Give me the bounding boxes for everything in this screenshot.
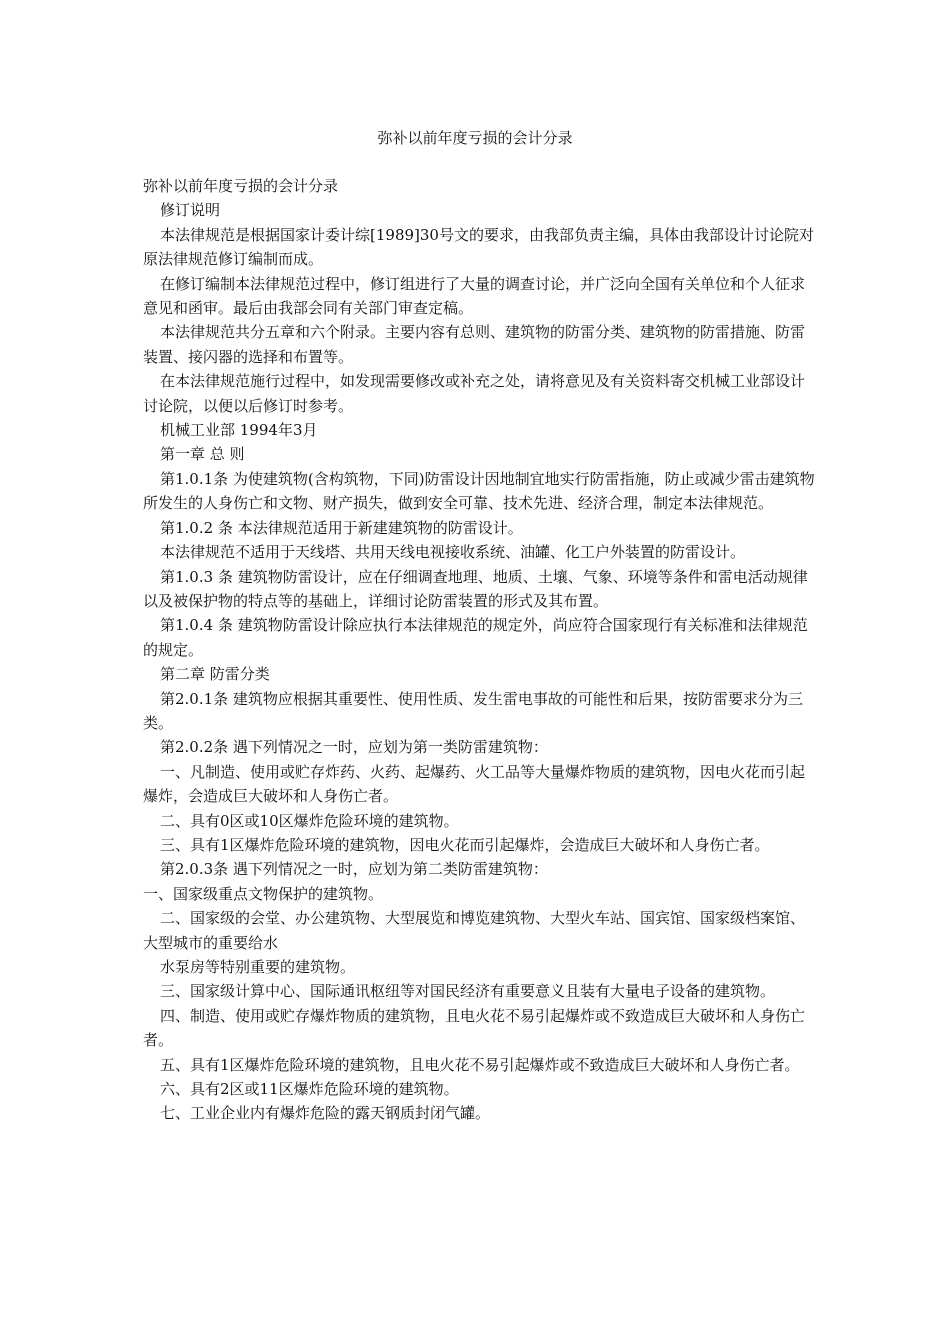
- list-item: 三、国家级计算中心、国际通讯枢纽等对国民经济有重要意义且装有大量电子设备的建筑物。: [160, 982, 776, 1001]
- article: 第1.0.4 条 建筑物防雷设计除应执行本法律规范的规定外，尚应符合国家现行有关标准和法律规范的规定。: [143, 616, 808, 659]
- article: 第1.0.1条 为使建筑物(含构筑物，下同)防雷设计因地制宜地实行防雷指施，防止或减少雷击建筑物所发生的人身伤亡和文物、财产损失，做到安全可靠、技术先进、经济合理，制定本法律规范。: [143, 469, 815, 513]
- list-item: 七、工业企业内有爆炸危险的露天钢质封闭气罐。: [160, 1104, 491, 1123]
- section-heading: 修订说明: [160, 201, 221, 220]
- article: 第2.0.3条 遇下列情况之一时，应划为第二类防雷建筑物：: [160, 860, 548, 879]
- chapter-heading: 第一章 总 则: [160, 445, 245, 464]
- signature-line: 机械工业部 1994年3月: [160, 421, 318, 440]
- chapter-heading: 第二章 防雷分类: [160, 665, 270, 684]
- list-item: 二、具有0区或10区爆炸危险环境的建筑物。: [160, 811, 459, 830]
- list-item: 五、具有1区爆炸危险环境的建筑物，且电火花不易引起爆炸或不致造成巨大破坏和人身伤亡者。: [160, 1055, 800, 1074]
- list-item: 二、国家级的会堂、办公建筑物、大型展览和博览建筑物、大型火车站、国宾馆、国家级档案馆、大型城市的重要给水: [143, 909, 806, 952]
- paragraph: 本法律规范不适用于天线塔、共用天线电视接收系统、油罐、化工户外装置的防雷设计。: [160, 543, 746, 562]
- list-item: 三、具有1区爆炸危险环境的建筑物，因电火花而引起爆炸，会造成巨大破坏和人身伤亡者。: [160, 835, 770, 854]
- list-item: 一、国家级重点文物保护的建筑物。: [143, 884, 384, 903]
- paragraph: 在修订编制本法律规范过程中，修订组进行了大量的调查讨论，并广泛向全国有关单位和个人征求意见和函审。最后由我部会同有关部门审查定稿。: [143, 274, 806, 318]
- article: 第2.0.2条 遇下列情况之一时，应划为第一类防雷建筑物：: [160, 738, 548, 757]
- article: 第1.0.3 条 建筑物防雷设计，应在仔细调查地理、地质、土壤、气象、环境等条件和雷电活动规律以及被保护物的特点等的基础上，详细讨论防雷装置的形式及其布置。: [143, 567, 808, 610]
- list-item-continuation: 水泵房等特别重要的建筑物。: [160, 958, 356, 976]
- article: 第1.0.2 条 本法律规范适用于新建建筑物的防雷设计。: [160, 518, 523, 537]
- paragraph: 在本法律规范施行过程中，如发现需要修改或补充之处，请将意见及有关资料寄交机械工业部设计讨论院，以便以后修订时参考。: [143, 372, 806, 415]
- list-item: 一、凡制造、使用或贮存炸药、火药、起爆药、火工品等大量爆炸物质的建筑物，因电火花而引起爆炸，会造成巨大破坏和人身伤亡者。: [143, 762, 806, 806]
- list-item: 四、制造、使用或贮存爆炸物质的建筑物，且电火花不易引起爆炸或不致造成巨大破坏和人身伤亡者。: [143, 1006, 806, 1050]
- paragraph: 本法律规范是根据国家计委计综[1989]30号文的要求，由我部负责主编，具体由我部设计讨论院对原法律规范修订编制而成。: [143, 225, 814, 269]
- list-item: 六、具有2区或11区爆炸危险环境的建筑物。: [160, 1080, 459, 1099]
- subtitle-line: 弥补以前年度亏损的会计分录: [143, 177, 339, 195]
- document-body: [143, 174, 815, 1126]
- article: 第2.0.1条 建筑物应根据其重要性、使用性质、发生雷电事故的可能性和后果，按防雷要求分为三类。: [143, 689, 803, 732]
- page-title: 弥补以前年度亏损的会计分录: [377, 129, 573, 147]
- paragraph: 本法律规范共分五章和六个附录。主要内容有总则、建筑物的防雷分类、建筑物的防雷措施、防雷装置、接闪器的选择和布置等。: [143, 323, 806, 366]
